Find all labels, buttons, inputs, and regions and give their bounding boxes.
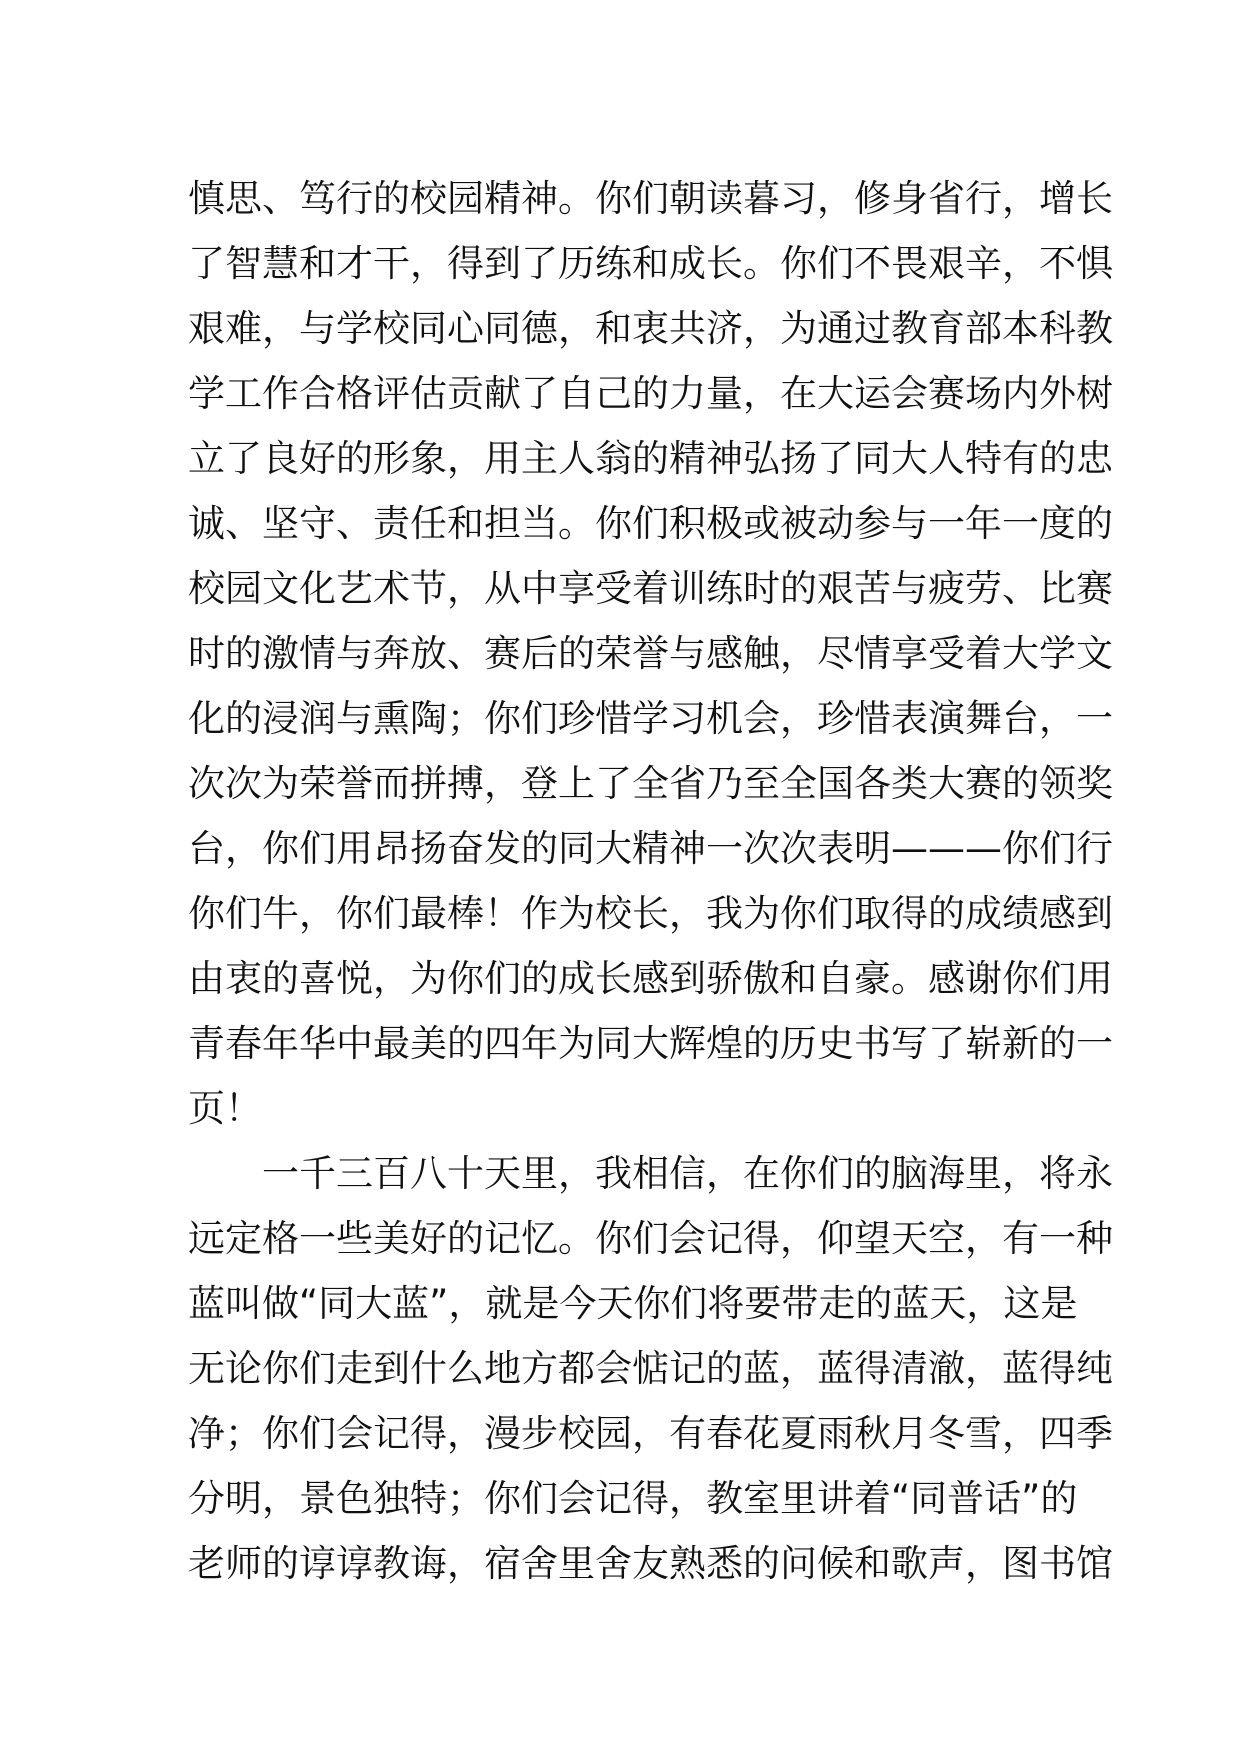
text-line: 一千三百八十天里，我相信，在你们的脑海里，将永 — [188, 1152, 1113, 1195]
text-line: 了智慧和才干，得到了历练和成长。你们不畏艰辛，不惧 — [188, 242, 1113, 285]
text-line: 学工作合格评估贡献了自己的力量，在大运会赛场内外树 — [188, 372, 1113, 415]
text-line: 化的浸润与熏陶；你们珍惜学习机会，珍惜表演舞台，一 — [188, 697, 1113, 740]
text-line: 远定格一些美好的记忆。你们会记得，仰望天空，有一种 — [188, 1217, 1113, 1260]
text-line: 艰难，与学校同心同德，和衷共济，为通过教育部本科教 — [188, 307, 1113, 350]
text-line: 由衷的喜悦，为你们的成长感到骄傲和自豪。感谢你们用 — [188, 957, 1113, 1000]
text-line: 分明，景色独特；你们会记得，教室里讲着“同普话”的 — [188, 1477, 1078, 1520]
text-line: 青春年华中最美的四年为同大辉煌的历史书写了崭新的一 — [188, 1022, 1113, 1065]
body-text — [188, 166, 1113, 1596]
text-line: 慎思、笃行的校园精神。你们朝读暮习，修身省行，增长 — [188, 177, 1113, 220]
text-line: 你们牛，你们最棒！作为校长，我为你们取得的成绩感到 — [188, 892, 1113, 935]
text-line: 无论你们走到什么地方都会惦记的蓝，蓝得清澈，蓝得纯 — [188, 1347, 1113, 1390]
paragraph-end-line: 页！ — [188, 1087, 262, 1130]
text-line: 立了良好的形象，用主人翁的精神弘扬了同大人特有的忠 — [188, 437, 1113, 480]
text-line: 老师的谆谆教诲，宿舍里舍友熟悉的问候和歌声，图书馆 — [188, 1542, 1113, 1585]
text-line: 时的激情与奔放、赛后的荣誉与感触，尽情享受着大学文 — [188, 632, 1113, 675]
text-line: 诚、坚守、责任和担当。你们积极或被动参与一年一度的 — [188, 502, 1113, 545]
text-line: 校园文化艺术节，从中享受着训练时的艰苦与疲劳、比赛 — [188, 567, 1113, 610]
text-line: 次次为荣誉而拼搏，登上了全省乃至全国各类大赛的领奖 — [188, 762, 1113, 805]
text-line: 净；你们会记得，漫步校园，有春花夏雨秋月冬雪，四季 — [188, 1412, 1113, 1455]
text-line: 台，你们用昂扬奋发的同大精神一次次表明———你们行 — [188, 827, 1113, 870]
text-line: 蓝叫做“同大蓝”，就是今天你们将要带走的蓝天，这是 — [188, 1282, 1078, 1325]
